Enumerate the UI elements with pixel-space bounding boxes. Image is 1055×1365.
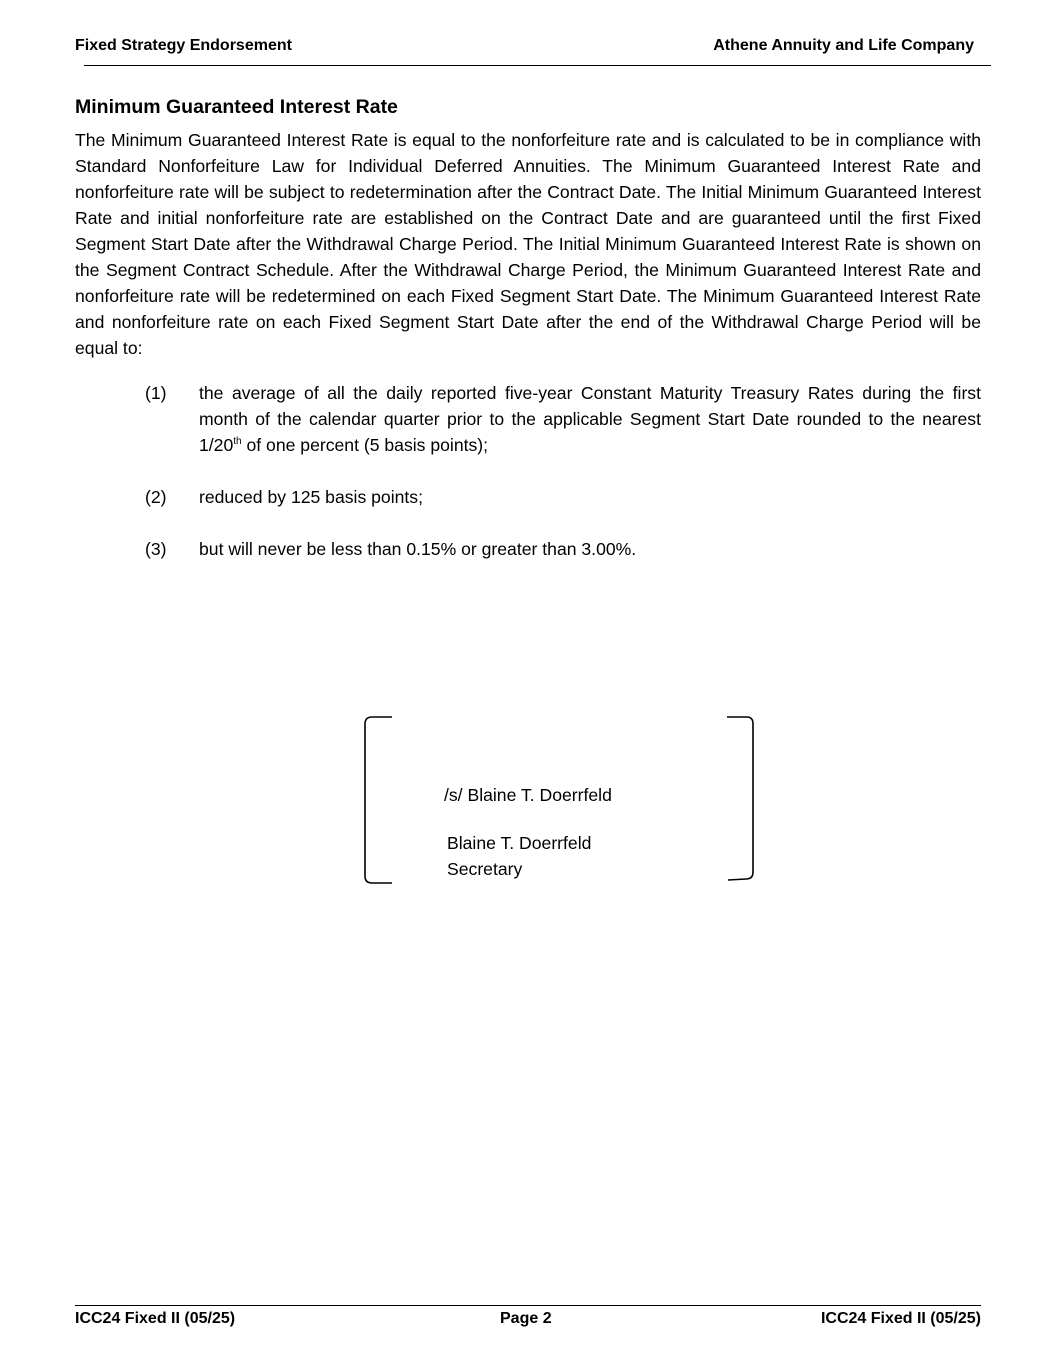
list-item: [145, 536, 981, 562]
list-item-text: but will never be less than 0.15% or greater than 3.00%.: [199, 539, 637, 559]
list-item-number: (1): [145, 383, 167, 403]
ordinal-superscript: th: [233, 436, 242, 448]
list-item-text: the average of all the daily reported five-year Constant Maturity Treasury Rates during the first month of the calendar quarter prior to the applicable Segment Start Date rounded to the nearest 1/20th of one percent (5 basis points);: [199, 383, 981, 455]
list-item-text: reduced by 125 basis points;: [199, 487, 423, 507]
footer-divider: [75, 1305, 981, 1306]
section-title: Minimum Guaranteed Interest Rate: [75, 96, 398, 118]
footer-form-number-right: ICC24 Fixed II (05/25): [820, 1310, 981, 1327]
section-paragraph: The Minimum Guaranteed Interest Rate is equal to the nonforfeiture rate and is calculated to be in compliance with Standard Nonforfeiture Law for Individual Deferred Annuities. The Minimum Guaranteed Interest Rate and nonforfeiture rate will be subject to redetermination after the Contract Date. The Initial Minimum Guaranteed Interest Rate and initial nonforfeiture rate are established on the Contract Date and are guaranteed until the first Fixed Segment Start Date after the Withdrawal Charge Period. The Initial Minimum Guaranteed Interest Rate is shown on the Segment Contract Schedule. After the Withdrawal Charge Period, the Minimum Guaranteed Interest Rate and nonforfeiture rate will be redetermined on each Fixed Segment Start Date. The Minimum Guaranteed Interest Rate and nonforfeiture rate on each Fixed Segment Start Date after the end of the Withdrawal Charge Period will be equal to:: [75, 130, 981, 358]
footer-page-number: Page 2: [500, 1310, 552, 1327]
signatory-name: Blaine T. Doerrfeld: [447, 833, 592, 853]
header-company-name: Athene Annuity and Life Company: [713, 37, 974, 54]
header-divider: [84, 65, 991, 66]
list-item: [145, 380, 981, 458]
list-item-number: (2): [145, 487, 167, 507]
signatory-title: Secretary: [447, 859, 523, 879]
footer-form-number-left: ICC24 Fixed II (05/25): [75, 1310, 236, 1327]
signature-conformed: /s/ Blaine T. Doerrfeld: [444, 785, 612, 805]
list-item: [145, 484, 981, 510]
header-document-title: Fixed Strategy Endorsement: [75, 37, 292, 54]
list-item-number: (3): [145, 539, 167, 559]
